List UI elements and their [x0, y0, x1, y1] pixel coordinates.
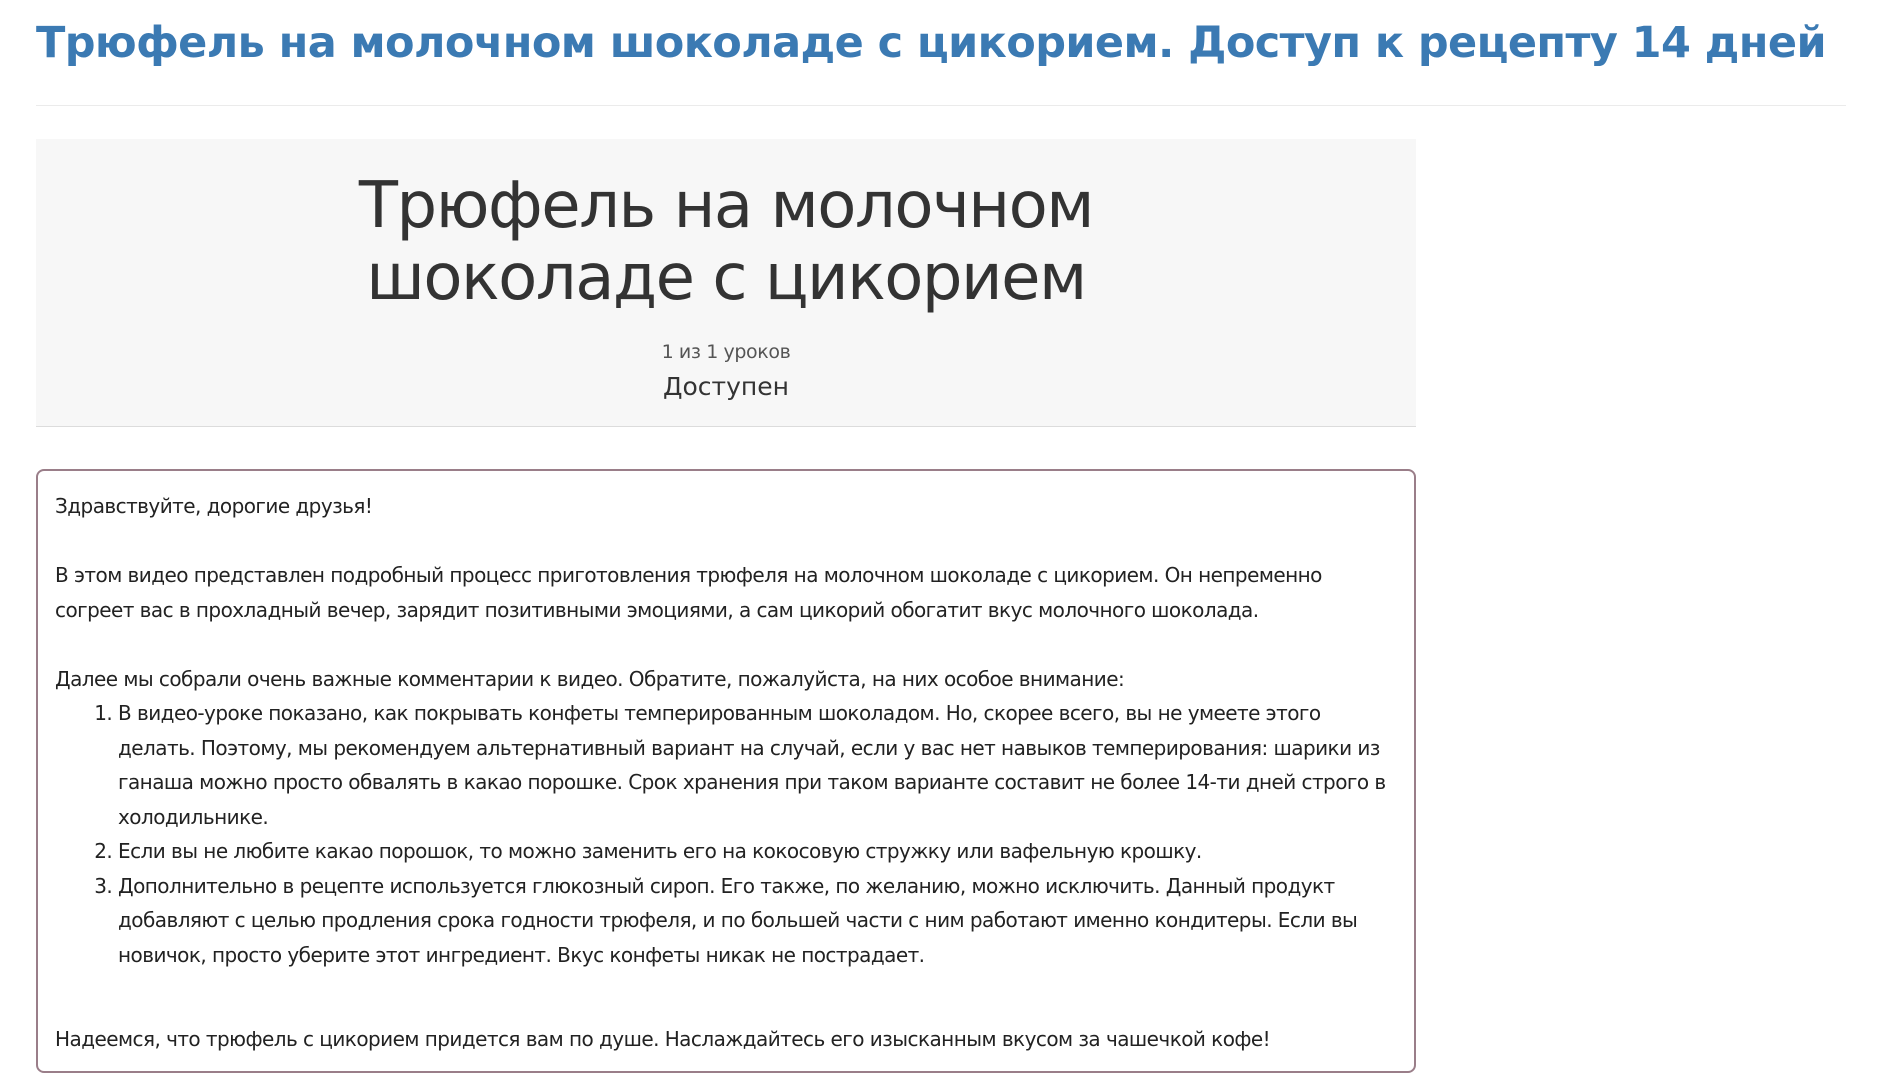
comments-intro-text: Далее мы собрали очень важные комментарии к видео. Обратите, пожалуйста, на них особое внимание: — [55, 666, 1125, 691]
list-item: 1. В видео-уроке показано, как покрывать конфеты темперированным шоколадом. Но, скорее всего, вы не умеете этого делать. Поэтому, мы рекомендуем альтернативный вариант на случай, если у вас нет навыков темперирования: шарики из ганаша можно просто обвалять в какао порошке. Срок хранения при таком варианте составит не более 14-ти дней строго в холодильнике. — [118, 696, 1398, 834]
title-divider — [36, 105, 1846, 106]
greeting-text: Здравствуйте, дорогие друзья! — [55, 494, 373, 518]
list-item: 3. Дополнительно в рецепте используется глюкозный сироп. Его также, по желанию, можно исключить. Данный продукт добавляют с целью продления срока годности трюфеля, и по большей части с ним работают именно кондитеры. Если вы новичок, просто уберите этот ингредиент. Вкус конфеты никак не пострадает. — [118, 869, 1398, 973]
course-header — [36, 139, 1416, 427]
lesson-description-box — [36, 469, 1416, 1073]
closing-text: Надеемся, что трюфель с цикорием придется вам по душе. Наслаждайтесь его изысканным вкусом за чашечкой кофе! — [55, 1027, 1271, 1051]
comments-list — [55, 696, 1398, 972]
list-item: 2. Если вы не любите какао порошок, то можно заменить его на кокосовую стружку или вафельную крошку. — [118, 834, 1398, 869]
intro-text: В этом видео представлен подробный процесс приготовления трюфеля на молочном шоколаде с цикорием. Он непременно согреет вас в прохладный вечер, зарядит позитивными эмоциями, а сам цикорий обогатит вкус молочного шоколада. — [55, 563, 1322, 622]
lesson-count: 1 из 1 уроков — [661, 341, 791, 363]
lesson-status: Доступен — [662, 372, 789, 401]
course-title: Трюфель на молочном шоколаде с цикорием — [358, 169, 1094, 315]
page-title: Трюфель на молочном шоколаде с цикорием. Доступ к рецепту 14 дней — [36, 18, 1826, 68]
